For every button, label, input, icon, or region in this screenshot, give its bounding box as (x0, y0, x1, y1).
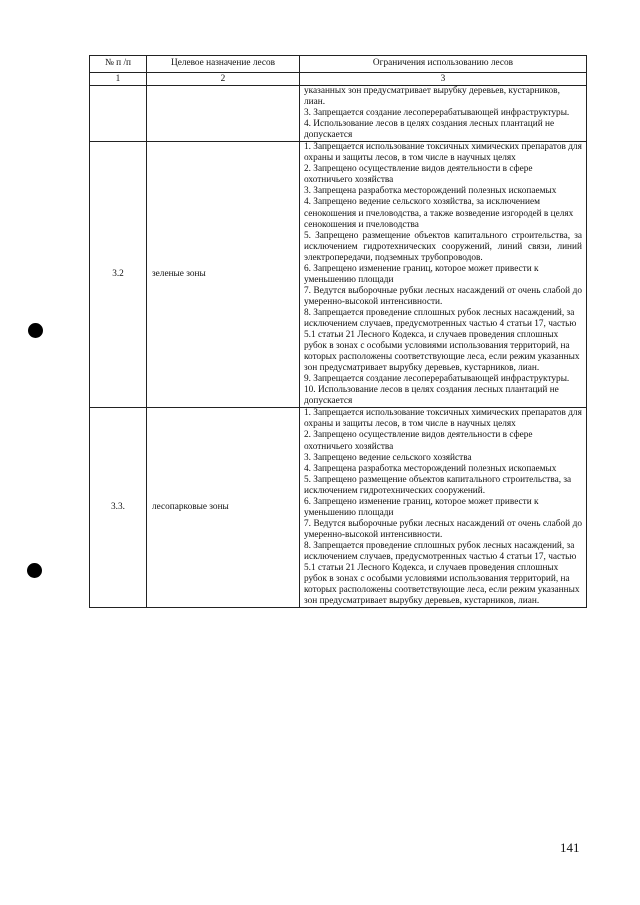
row-purpose: зеленые зоны (147, 142, 300, 408)
header-purpose: Целевое назначение лесов (147, 56, 300, 73)
row-number (90, 86, 147, 142)
restriction-item: 3. Запрещено ведение сельского хозяйства (304, 452, 472, 463)
restriction-item: 1. Запрещается использование токсичных химических препаратов для охраны и защиты лесов, в том числе в научных целях (304, 408, 582, 430)
row-purpose (147, 86, 300, 142)
row-number: 3.3. (90, 408, 147, 608)
restriction-item: 2. Запрещено осуществление видов деятельности в сфере охотничьего хозяйства (304, 164, 533, 186)
restriction-item: 7. Ведутся выборочные рубки лесных насаждений от очень слабой до умеренно-высокой интенсивности. (304, 285, 582, 307)
row-restrictions (300, 142, 587, 408)
restriction-item: 6. Запрещено изменение границ, которое может привести к уменьшению площади (304, 263, 539, 285)
row-restrictions (300, 408, 587, 608)
column-number-1: 1 (90, 73, 147, 86)
punch-hole-bottom (27, 563, 42, 578)
table-row (90, 408, 587, 608)
page-number: 141 (560, 840, 580, 855)
header-restrictions: Ограничения использованию лесов (300, 56, 587, 73)
column-number-3: 3 (300, 73, 587, 86)
restriction-item: 5. Запрещено размещение объектов капитального строительства, за исключением гидротехнических сооружений, линий связи, линий электропередачи, подземных трубопроводов. (304, 230, 582, 263)
restriction-item: указанных зон предусматривает вырубку деревьев, кустарников, лиан. (304, 86, 560, 108)
restriction-item: 5. Запрещено размещение объектов капитального строительства, за исключением гидротехнических сооружений. (304, 474, 572, 496)
table-row (90, 86, 587, 142)
restriction-item: 1. Запрещается использование токсичных химических препаратов для охраны и защиты лесов, в том числе в научных целях (304, 142, 582, 164)
restriction-item: 8. Запрещается проведение сплошных рубок лесных насаждений, за исключением случаев, предусмотренных частью 4 статьи 17, частью 5.1 статьи 21 Лесного Кодекса, и случаев проведения сплошных рубок в зонах с особыми условиями использования территорий, на которых расположены соответствующие леса, если режим указанных зон предусматривает вырубку деревьев, кустарников, лиан. (304, 307, 580, 374)
restriction-item: 9. Запрещается создание лесоперерабатывающей инфраструктуры. (304, 374, 570, 385)
restriction-item: 10. Использование лесов в целях создания лесных плантаций не допускается (304, 385, 559, 407)
restriction-item: 4. Использование лесов в целях создания лесных плантаций не допускается (304, 119, 555, 141)
restriction-item: 3. Запрещена разработка месторождений полезных ископаемых (304, 186, 557, 197)
column-number-2: 2 (147, 73, 300, 86)
row-restrictions (300, 86, 587, 142)
restriction-item: 4. Запрещено ведение сельского хозяйства, за исключением сенокошения и пчеловодства, а также возведение изгородей в целях сенокошения и пчеловодства (304, 197, 574, 230)
row-purpose: лесопарковые зоны (147, 408, 300, 608)
table-row (90, 142, 587, 408)
punch-hole-top (28, 323, 43, 338)
table-header-row (90, 56, 587, 73)
restriction-item: 3. Запрещается создание лесоперерабатывающей инфраструктуры. (304, 108, 570, 119)
column-number-row (90, 73, 587, 86)
restriction-item: 4. Запрещена разработка месторождений полезных ископаемых (304, 463, 557, 474)
restriction-item: 7. Ведутся выборочные рубки лесных насаждений от очень слабой до умеренно-высокой интенсивности. (304, 518, 582, 540)
row-number: 3.2 (90, 142, 147, 408)
forest-restrictions-table (89, 55, 587, 608)
restriction-item: 6. Запрещено изменение границ, которое может привести к уменьшению площади (304, 496, 539, 518)
restriction-item: 8. Запрещается проведение сплошных рубок лесных насаждений, за исключением случаев, предусмотренных частью 4 статьи 17, частью 5.1 статьи 21 Лесного Кодекса, и случаев проведения сплошных рубок в зонах с особыми условиями использования территорий, на которых расположены соответствующие леса, если режим указанных зон предусматривает вырубку деревьев, кустарников, лиан. (304, 540, 580, 607)
header-number: № п /п (90, 56, 147, 73)
restriction-item: 2. Запрещено осуществление видов деятельности в сфере охотничьего хозяйства (304, 430, 533, 452)
